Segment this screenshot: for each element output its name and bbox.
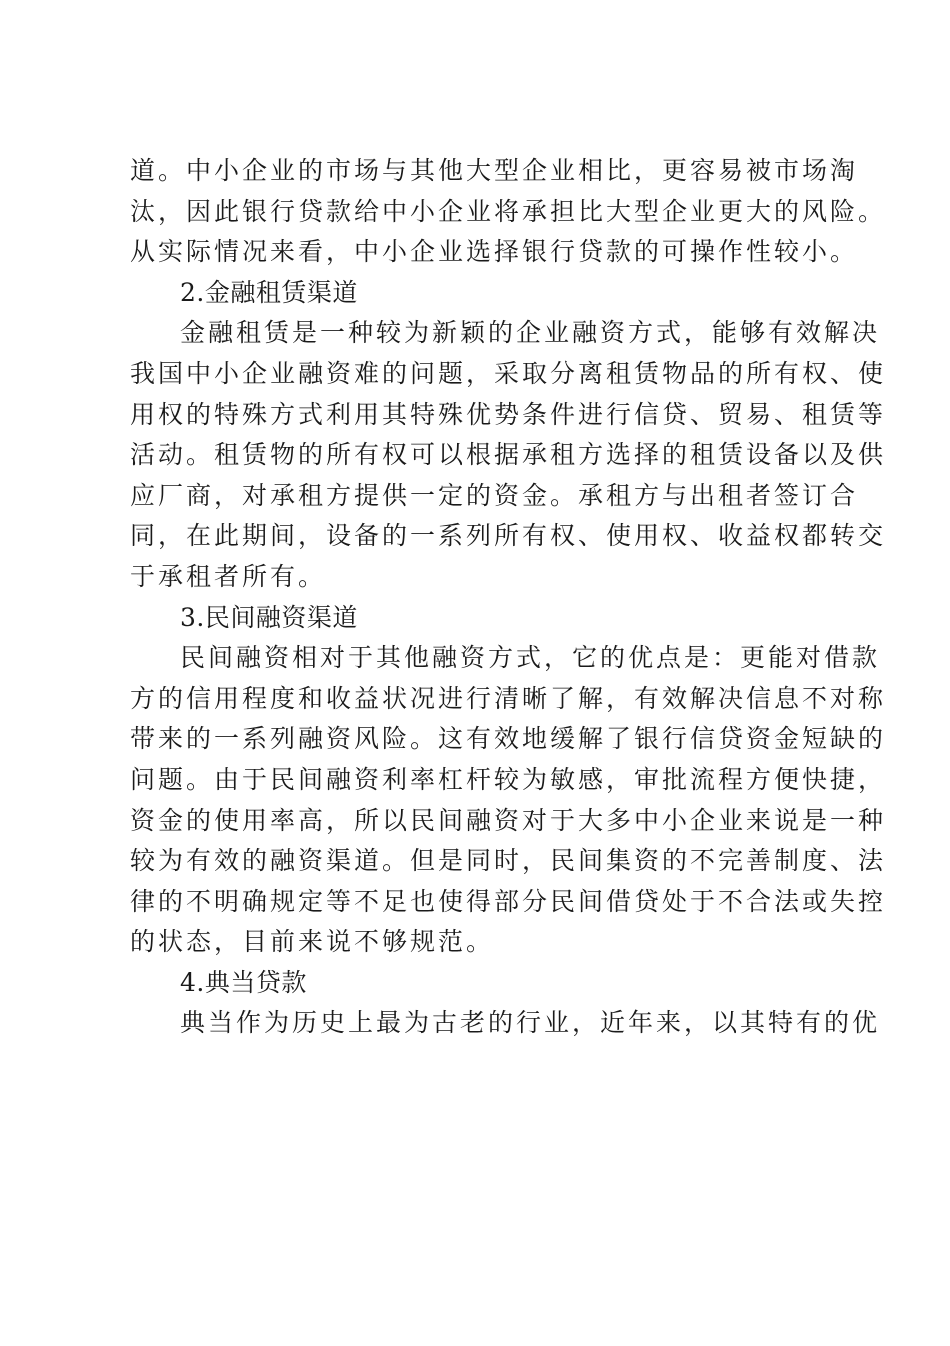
- text-line: 从实际情况来看，中小企业选择银行贷款的可操作性较小。: [130, 237, 859, 267]
- text-line: 问题。由于民间融资利率杠杆较为敏感，审批流程方便快捷，: [130, 764, 887, 794]
- text-line: 用权的特殊方式利用其特殊优势条件进行信贷、贸易、租赁等: [130, 399, 887, 429]
- text-line: 活动。租赁物的所有权可以根据承租方选择的租赁设备以及供: [130, 440, 887, 470]
- section-heading: 2.金融租赁渠道: [180, 277, 358, 307]
- text-line: 于承租者所有。: [130, 561, 327, 591]
- paragraph-first-line: 金融租赁是一种较为新颖的企业融资方式，能够有效解决: [180, 318, 881, 348]
- text-line: 同，在此期间，设备的一系列所有权、使用权、收益权都转交: [130, 521, 887, 551]
- body-text: [130, 151, 887, 1044]
- section-heading: 4.典当贷款: [180, 967, 307, 997]
- text-line: 我国中小企业融资难的问题，采取分离租赁物品的所有权、使: [130, 358, 887, 388]
- text-line: 律的不明确规定等不足也使得部分民间借贷处于不合法或失控: [130, 886, 887, 916]
- paragraph-first-line: 民间融资相对于其他融资方式，它的优点是：更能对借款: [180, 643, 881, 673]
- text-line: 汰，因此银行贷款给中小企业将承担比大型企业更大的风险。: [130, 196, 887, 226]
- text-line: 道。中小企业的市场与其他大型企业相比，更容易被市场淘: [130, 156, 859, 185]
- text-line: 的状态，目前来说不够规范。: [130, 927, 495, 957]
- text-line: 较为有效的融资渠道。但是同时，民间集资的不完善制度、法: [130, 846, 887, 876]
- text-line: 带来的一系列融资风险。这有效地缓解了银行信贷资金短缺的: [130, 724, 887, 754]
- section-heading: 3.民间融资渠道: [180, 602, 358, 632]
- paragraph-first-line: 典当作为历史上最为古老的行业，近年来，以其特有的优: [180, 1008, 881, 1038]
- text-line: 应厂商，对承租方提供一定的资金。承租方与出租者签订合: [130, 480, 859, 510]
- text-line: 方的信用程度和收益状况进行清晰了解，有效解决信息不对称: [130, 683, 887, 713]
- text-line: 资金的使用率高，所以民间融资对于大多中小企业来说是一种: [130, 805, 887, 835]
